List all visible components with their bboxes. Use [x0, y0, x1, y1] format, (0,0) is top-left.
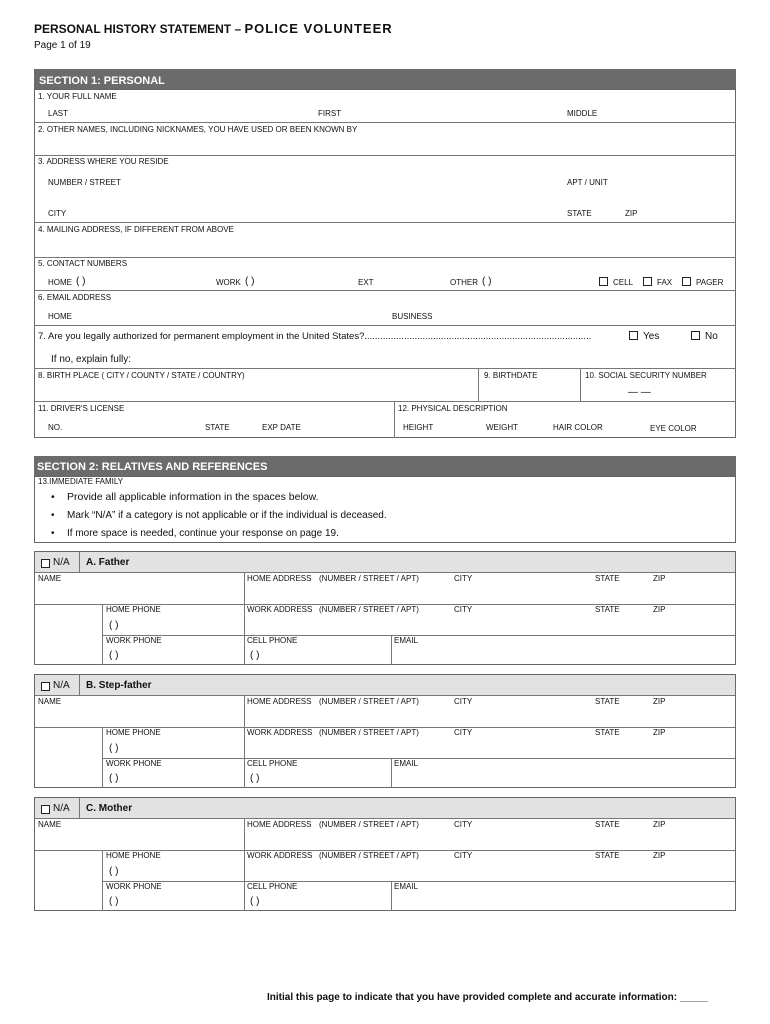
home-phone-field[interactable]: ( ) — [76, 276, 86, 287]
instruction-bullet: • Mark “N/A” if a category is not applicable or if the individual is deceased. — [67, 510, 387, 521]
dl-state-field[interactable]: STATE — [205, 423, 230, 432]
name-field[interactable]: NAME — [38, 820, 62, 829]
relative-title: B. Step-father — [86, 680, 152, 691]
address-hint: (NUMBER / STREET / APT) — [319, 820, 419, 829]
home-phone-field[interactable]: HOME PHONE — [106, 728, 161, 737]
relative-header — [35, 552, 735, 573]
title-part-a: PERSONAL HISTORY STATEMENT – — [34, 22, 245, 36]
middle-name-field[interactable]: MIDDLE — [567, 109, 598, 118]
home-phone-parens: ( ) — [109, 620, 119, 631]
q4-label: 4. MAILING ADDRESS, IF DIFFERENT FROM ABOVE — [38, 225, 234, 234]
instruction-bullet: • If more space is needed, continue your response on page 19. — [67, 528, 339, 539]
name-field[interactable]: NAME — [38, 697, 62, 706]
home-phone-field[interactable]: HOME PHONE — [106, 605, 161, 614]
no-checkbox[interactable] — [691, 331, 700, 340]
work-state-field[interactable]: STATE — [595, 851, 620, 860]
work-city-field[interactable]: CITY — [454, 851, 473, 860]
work-phone-field[interactable]: WORK PHONE — [106, 636, 162, 645]
relative-title: A. Father — [86, 557, 130, 568]
q7-question: 7. Are you legally authorized for permanent employment in the United States?...................................................................................... — [38, 332, 592, 342]
cell-checkbox[interactable] — [599, 277, 608, 286]
q13-label: 13.IMMEDIATE FAMILY — [38, 477, 124, 486]
q1-label: 1. YOUR FULL NAME — [38, 92, 117, 101]
relative-block-father — [34, 551, 736, 665]
na-label: N/A — [53, 680, 70, 691]
work-address-field[interactable]: WORK ADDRESS — [247, 605, 313, 614]
cell-phone-parens: ( ) — [250, 773, 260, 784]
work-phone-parens: ( ) — [109, 773, 119, 784]
address-hint: (NUMBER / STREET / APT) — [319, 697, 419, 706]
title-part-b: POLICE VOLUNTEER — [244, 21, 393, 36]
cell-phone-parens: ( ) — [250, 650, 260, 661]
relative-title: C. Mother — [86, 803, 133, 814]
pager-checkbox[interactable] — [682, 277, 691, 286]
initial-instruction[interactable]: Initial this page to indicate that you have provided complete and accurate information: _____ — [267, 992, 708, 1003]
dl-number-field[interactable]: NO. — [48, 423, 63, 432]
q11-label: 11. DRIVER'S LICENSE — [38, 404, 125, 413]
na-checkbox[interactable] — [41, 682, 50, 691]
email-field[interactable]: EMAIL — [394, 882, 419, 891]
q10-label: 10. SOCIAL SECURITY NUMBER — [585, 371, 707, 380]
work-zip-field[interactable]: ZIP — [653, 851, 666, 860]
street-field[interactable]: NUMBER / STREET — [48, 178, 121, 187]
na-checkbox[interactable] — [41, 805, 50, 814]
q5-label: 5. CONTACT NUMBERS — [38, 259, 128, 268]
page-title — [34, 21, 393, 36]
work-phone-field[interactable]: WORK PHONE — [106, 759, 162, 768]
fax-label: FAX — [657, 278, 673, 287]
address-hint: (NUMBER / STREET / APT) — [319, 851, 419, 860]
city-field[interactable]: CITY — [454, 574, 473, 583]
no-label: No — [705, 331, 718, 342]
city-field[interactable]: CITY — [48, 209, 67, 218]
zip-field[interactable]: ZIP — [653, 820, 666, 829]
relative-header — [35, 798, 735, 819]
cell-phone-parens: ( ) — [250, 896, 260, 907]
pager-label: PAGER — [696, 278, 724, 287]
work-city-field[interactable]: CITY — [454, 728, 473, 737]
email-field[interactable]: EMAIL — [394, 636, 419, 645]
other-phone-field[interactable]: ( ) — [482, 276, 492, 287]
ext-label: EXT — [358, 278, 374, 287]
work-phone-parens: ( ) — [109, 896, 119, 907]
ssn-field[interactable]: — — — [628, 387, 651, 398]
home-address-field[interactable]: HOME ADDRESS — [247, 697, 312, 706]
other-phone-label: OTHER — [450, 278, 478, 287]
section2-header — [34, 456, 736, 476]
address-hint: (NUMBER / STREET / APT) — [319, 728, 419, 737]
na-label: N/A — [53, 803, 70, 814]
zip-field[interactable]: ZIP — [625, 209, 638, 218]
name-field[interactable]: NAME — [38, 574, 62, 583]
email-home-field[interactable]: HOME — [48, 312, 72, 321]
page-number: Page 1 of 19 — [34, 40, 91, 51]
q9-label: 9. BIRTHDATE — [484, 371, 538, 380]
work-state-field[interactable]: STATE — [595, 728, 620, 737]
work-zip-field[interactable]: ZIP — [653, 728, 666, 737]
eye-color-field[interactable]: EYE COLOR — [650, 424, 697, 433]
city-field[interactable]: CITY — [454, 820, 473, 829]
apt-field[interactable]: APT / UNIT — [567, 178, 608, 187]
q3-label: 3. ADDRESS WHERE YOU RESIDE — [38, 157, 169, 166]
q8-label: 8. BIRTH PLACE ( CITY / COUNTY / STATE / COUNTRY) — [38, 371, 245, 380]
work-phone-parens: ( ) — [109, 650, 119, 661]
yes-label: Yes — [643, 331, 660, 342]
email-business-field[interactable]: BUSINESS — [392, 312, 433, 321]
address-hint: (NUMBER / STREET / APT) — [319, 605, 419, 614]
last-name-field[interactable]: LAST — [48, 109, 69, 118]
relative-block-step-father — [34, 674, 736, 788]
zip-field[interactable]: ZIP — [653, 697, 666, 706]
home-phone-parens: ( ) — [109, 866, 119, 877]
state-field[interactable]: STATE — [595, 574, 620, 583]
q12-label: 12. PHYSICAL DESCRIPTION — [398, 404, 508, 413]
home-phone-field[interactable]: HOME PHONE — [106, 851, 161, 860]
mailing-address-field[interactable] — [34, 236, 736, 256]
address-hint: (NUMBER / STREET / APT) — [319, 574, 419, 583]
city-field[interactable]: CITY — [454, 697, 473, 706]
work-address-field[interactable]: WORK ADDRESS — [247, 851, 313, 860]
cell-phone-field[interactable]: CELL PHONE — [247, 636, 298, 645]
work-state-field[interactable]: STATE — [595, 605, 620, 614]
explain-label: If no, explain fully: — [51, 354, 132, 365]
na-checkbox[interactable] — [41, 559, 50, 568]
state-field[interactable]: STATE — [567, 209, 592, 218]
section2-title: SECTION 2: RELATIVES AND REFERENCES — [37, 461, 268, 473]
other-names-field[interactable] — [34, 136, 736, 154]
cell-phone-field[interactable]: CELL PHONE — [247, 759, 298, 768]
home-phone-parens: ( ) — [109, 743, 119, 754]
weight-field[interactable]: WEIGHT — [486, 423, 518, 432]
section1-header — [34, 69, 736, 89]
dl-exp-field[interactable]: EXP DATE — [262, 423, 301, 432]
home-address-field[interactable]: HOME ADDRESS — [247, 574, 312, 583]
cell-label: CELL — [613, 278, 634, 287]
work-city-field[interactable]: CITY — [454, 605, 473, 614]
yes-checkbox[interactable] — [629, 331, 638, 340]
home-phone-label: HOME — [48, 278, 72, 287]
hair-color-field[interactable]: HAIR COLOR — [553, 423, 603, 432]
na-label: N/A — [53, 557, 70, 568]
state-field[interactable]: STATE — [595, 697, 620, 706]
q2-label: 2. OTHER NAMES, INCLUDING NICKNAMES, YOU HAVE USED OR BEEN KNOWN BY — [38, 125, 358, 134]
email-field[interactable]: EMAIL — [394, 759, 419, 768]
work-address-field[interactable]: WORK ADDRESS — [247, 728, 313, 737]
cell-phone-field[interactable]: CELL PHONE — [247, 882, 298, 891]
state-field[interactable]: STATE — [595, 820, 620, 829]
fax-checkbox[interactable] — [643, 277, 652, 286]
q6-label: 6. EMAIL ADDRESS — [38, 293, 112, 302]
height-field[interactable]: HEIGHT — [403, 423, 434, 432]
home-address-field[interactable]: HOME ADDRESS — [247, 820, 312, 829]
work-phone-field[interactable]: WORK PHONE — [106, 882, 162, 891]
work-phone-field[interactable]: ( ) — [245, 276, 255, 287]
relative-block-mother — [34, 797, 736, 911]
instruction-bullet: • Provide all applicable information in the spaces below. — [67, 491, 319, 503]
zip-field[interactable]: ZIP — [653, 574, 666, 583]
work-phone-label: WORK — [216, 278, 241, 287]
first-name-field[interactable]: FIRST — [318, 109, 342, 118]
section1-title: SECTION 1: PERSONAL — [39, 75, 165, 87]
work-zip-field[interactable]: ZIP — [653, 605, 666, 614]
